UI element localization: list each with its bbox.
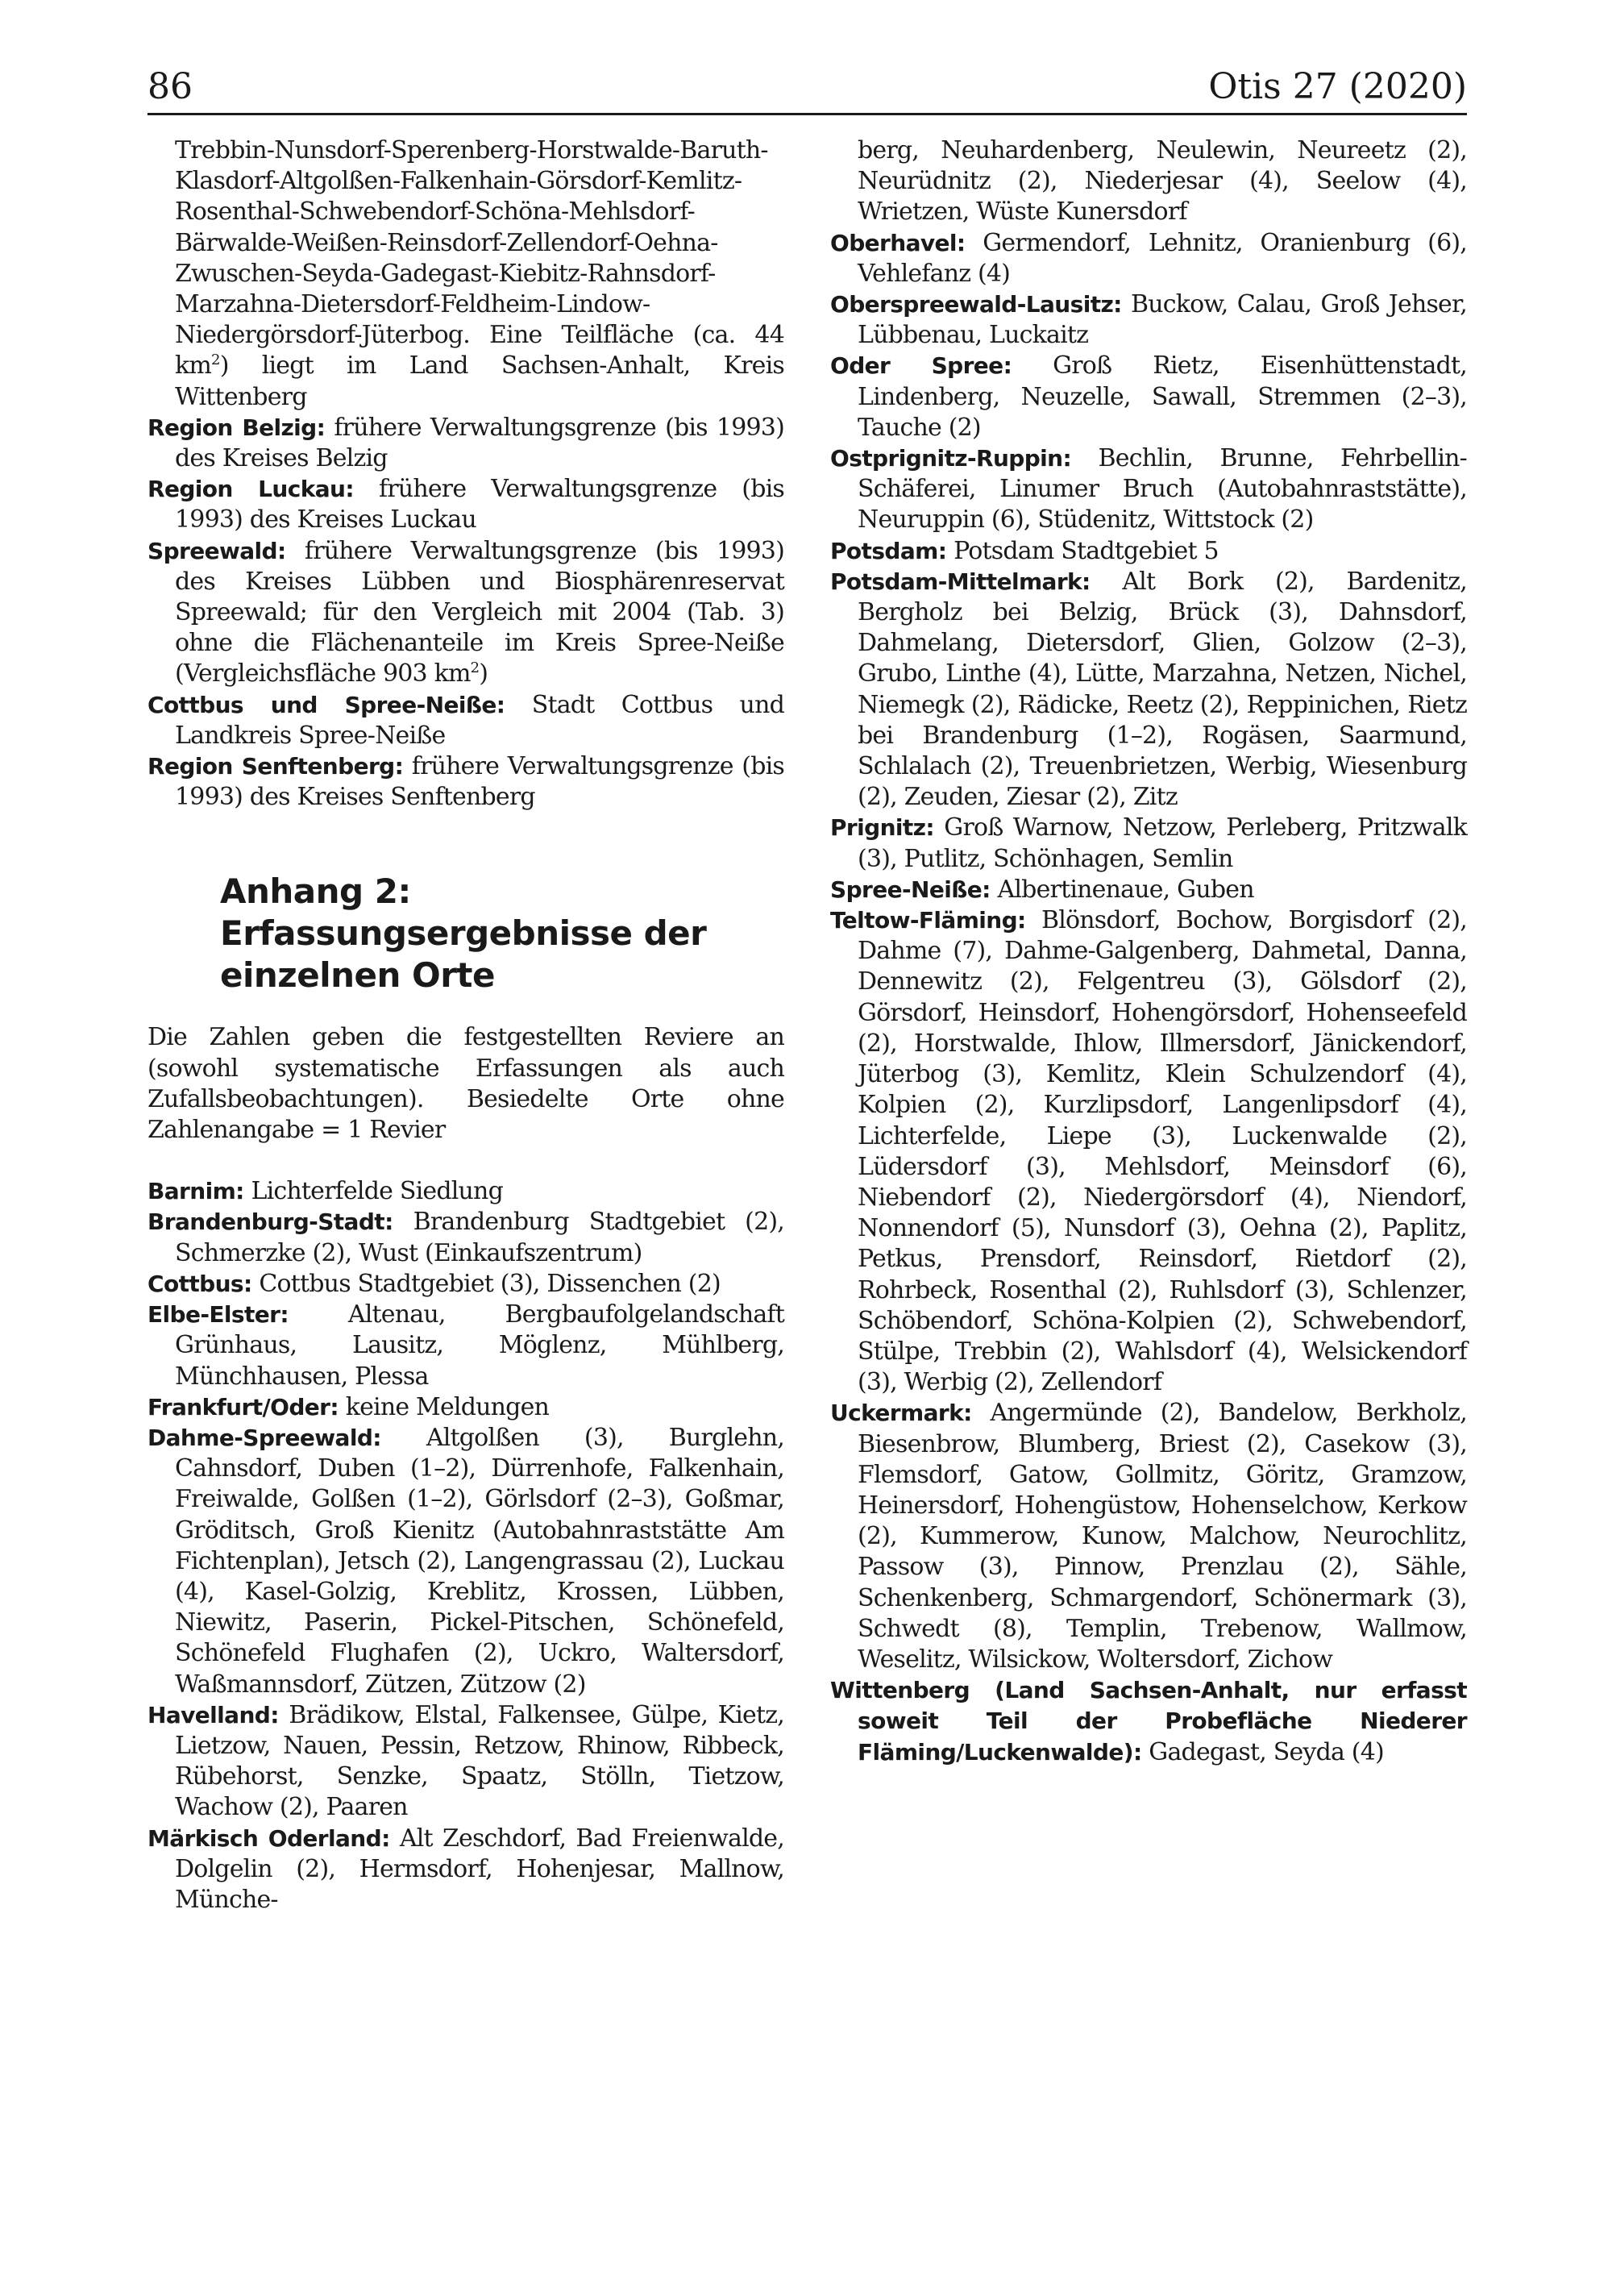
region-definition bbox=[147, 536, 784, 690]
district-text: Cottbus Stadtgebiet (3), Dissenchen (2) bbox=[251, 1269, 721, 1298]
district-text: Bechlin, Brunne, Fehrbellin-Schäferei, Linumer Bruch (Autobahnraststätte), Neuruppin (6), Stüdenitz, Wittstock (2) bbox=[858, 444, 1467, 534]
district-entry bbox=[830, 567, 1467, 813]
district-term: Uckermark: bbox=[830, 1400, 972, 1427]
continuation-paragraph bbox=[147, 135, 784, 413]
district-entry bbox=[147, 1700, 784, 1824]
district-entry bbox=[147, 1207, 784, 1268]
district-term: Dahme-Spreewald: bbox=[147, 1424, 381, 1451]
district-entry bbox=[830, 1675, 1467, 1768]
superscript: 2 bbox=[470, 659, 480, 677]
district-text: Lichterfelde Siedlung bbox=[243, 1177, 503, 1206]
district-text: keine Meldungen bbox=[338, 1392, 550, 1421]
district-entry bbox=[830, 905, 1467, 1398]
intro-paragraph: Die Zahlen geben die festgestellten Reviere an (sowohl systematische Erfassungen als auch Zufallsbeobachtungen). Besiedelte Orte ohne Zahlenangabe = 1 Revier bbox=[147, 1023, 784, 1145]
district-term: Oberhavel: bbox=[830, 229, 966, 256]
district-entry bbox=[147, 1423, 784, 1700]
region-text: Stadt Cottbus und Landkreis Spree-Neiße bbox=[175, 690, 784, 750]
superscript: 2 bbox=[211, 351, 220, 369]
district-term: Cottbus: bbox=[147, 1270, 252, 1297]
district-entry bbox=[147, 1269, 784, 1300]
district-text: Groß Rietz, Eisenhüttenstadt, Lindenberg, Neuzelle, Sawall, Stremmen (2–3), Tauche (2) bbox=[858, 351, 1467, 442]
district-term: Havelland: bbox=[147, 1701, 279, 1728]
district-term: Barnim: bbox=[147, 1178, 244, 1205]
district-term: Teltow-Fläming: bbox=[830, 907, 1026, 934]
region-definition bbox=[147, 413, 784, 474]
continuation-tail: ) liegt im Land Sachsen-Anhalt, Kreis Wittenberg bbox=[175, 351, 784, 411]
district-term: Ostprignitz-Ruppin: bbox=[830, 445, 1072, 472]
district-term: Frankfurt/Oder: bbox=[147, 1393, 339, 1420]
region-term: Region Luckau: bbox=[147, 476, 354, 503]
continuation-text: Trebbin-Nunsdorf-Sperenberg-Horstwalde-Baruth-Klasdorf-Altgolßen-Falkenhain-Görsdorf-Kemlitz-Rosenthal-Schwebendorf-Schöna-Mehlsdorf-Bärwalde-Weißen-Reinsdorf-Zellendorf-Oehna-Zwuschen-Seyda-Gadegast-Kiebitz-Rahnsdorf-Marzahna-Dietersdorf-Feldheim-Lindow-Niedergörsdorf-Jüterbog. Eine Teilfläche (ca. 44 km bbox=[175, 136, 784, 381]
district-text: Brandenburg Stadtgebiet (2), Schmerzke (2), Wust (Einkaufszentrum) bbox=[175, 1208, 784, 1267]
region-text: frühere Verwaltungsgrenze (bis 1993) des Kreises Senftenberg bbox=[175, 752, 785, 812]
continuation-paragraph: berg, Neuhardenberg, Neulewin, Neureetz (2), Neurüdnitz (2), Niederjesar (4), Seelow (4), Wrietzen, Wüste Kunersdorf bbox=[858, 136, 1467, 227]
district-term: Oberspreewald-Lausitz: bbox=[830, 291, 1122, 318]
district-text: Gadegast, Seyda (4) bbox=[1141, 1737, 1384, 1766]
district-entry bbox=[830, 1398, 1467, 1675]
district-text: Alt Bork (2), Bardenitz, Bergholz bei Belzig, Brück (3), Dahnsdorf, Dahmelang, Dietersdorf, Glien, Golzow (2–3), Grubo, Linthe (4), Lütte, Marzahna, Netzen, Nichel, Niemegk (2), Rädicke, Reetz (2), Reppinichen, Rietz bei Brandenburg (1–2), Rogäsen, Saarmund, Schlalach (2), Treuenbrietzen, Werbig, Wiesenburg (2), Zeuden, Ziesar (2), Zitz bbox=[858, 567, 1467, 812]
region-term: Spreewald: bbox=[147, 537, 286, 564]
district-text: Buckow, Calau, Groß Jehser, Lübbenau, Luckaitz bbox=[858, 290, 1467, 350]
district-term: Wittenberg (Land Sachsen-Anhalt, nur erfasst soweit Teil der Probefläche Niederer Fläming/Luckenwalde): bbox=[830, 1677, 1467, 1766]
region-term: Cottbus und Spree-Neiße: bbox=[147, 691, 505, 718]
district-term: Märkisch Oderland: bbox=[147, 1824, 390, 1852]
district-term: Brandenburg-Stadt: bbox=[147, 1208, 393, 1236]
district-entry bbox=[830, 351, 1467, 443]
region-term: Region Belzig: bbox=[147, 414, 326, 441]
district-entry bbox=[147, 1392, 784, 1423]
region-text: frühere Verwaltungsgrenze (bis 1993) des Kreises Lübben und Biosphärenreservat Spreewald; für den Vergleich mit 2004 (Tab. 3) ohne die Flächenanteile im Kreis Spree-Neiße (Vergleichsfläche 903 km bbox=[175, 536, 784, 688]
region-text: frühere Verwaltungsgrenze (bis 1993) des Kreises Luckau bbox=[175, 475, 784, 534]
district-entry bbox=[830, 228, 1467, 289]
district-term: Prignitz: bbox=[830, 814, 934, 842]
region-definition bbox=[147, 751, 784, 813]
region-text: frühere Verwaltungsgrenze (bis 1993) des Kreises Belzig bbox=[175, 413, 784, 473]
district-text: Potsdam Stadtgebiet 5 bbox=[946, 536, 1219, 565]
district-term: Oder Spree: bbox=[830, 352, 1012, 380]
district-entry bbox=[830, 536, 1467, 567]
region-text-tail: ) bbox=[479, 659, 488, 688]
district-text: Blönsdorf, Bochow, Borgisdorf (2), Dahme (7), Dahme-Galgenberg, Dahmetal, Danna, Dennewitz (2), Felgentreu (3), Gölsdorf (2), Görsdorf, Heinsdorf, Hohengörsdorf, Hohenseefeld (2), Horstwalde, Ihlow, Illmersdorf, Jänickendorf, Jüterbog (3), Kemlitz, Klein Schulzendorf (4), Kolpien (2), Kurzlipsdorf, Langenlipsdorf (4), Lichterfelde, Liepe (3), Luckenwalde (2), Lüdersdorf (3), Mehlsdorf, Meinsdorf (6), Niebendorf (2), Niedergörsdorf (4), Niendorf, Nonnendorf (5), Nunsdorf (3), Oehna (2), Paplitz, Petkus, Prensdorf, Reinsdorf, Rietdorf (2), Rohrbeck, Rosenthal (2), Ruhlsdorf (3), Schlenzer, Schöbendorf, Schöna-Kolpien (2), Schwebendorf, Stülpe, Trebbin (2), Wahlsdorf (4), Welsickendorf (3), Werbig (2), Zellendorf bbox=[858, 906, 1467, 1397]
district-text: Groß Warnow, Netzow, Perleberg, Pritzwalk (3), Putlitz, Schönhagen, Semlin bbox=[858, 813, 1467, 873]
region-definition bbox=[147, 690, 784, 751]
district-term: Spree-Neiße: bbox=[830, 876, 991, 903]
left-column bbox=[147, 135, 784, 1915]
district-term: Potsdam: bbox=[830, 537, 947, 564]
district-entry bbox=[147, 1300, 784, 1392]
right-column bbox=[830, 135, 1467, 1768]
district-text: Albertinenaue, Guben bbox=[990, 875, 1254, 904]
district-text: Altenau, Bergbaufolgelandschaft Grünhaus, Lausitz, Möglenz, Mühlberg, Münchhausen, Plessa bbox=[175, 1300, 784, 1391]
region-term: Region Senftenberg: bbox=[147, 753, 404, 780]
section-title: Anhang 2: Erfassungsergebnisse der einzelnen Orte bbox=[220, 871, 707, 996]
district-entry bbox=[830, 443, 1467, 536]
district-term: Elbe-Elster: bbox=[147, 1301, 289, 1329]
page-header bbox=[147, 64, 1467, 115]
district-entry bbox=[830, 875, 1467, 905]
district-text: Alt Zeschdorf, Bad Freienwalde, Dolgelin (2), Hermsdorf, Hohenjesar, Mallnow, Münche- bbox=[175, 1824, 784, 1914]
district-term: Potsdam-Mittelmark: bbox=[830, 568, 1091, 595]
journal-reference: Otis 27 (2020) bbox=[1208, 66, 1467, 107]
district-text: Altgolßen (3), Burglehn, Cahnsdorf, Duben (1–2), Dürrenhofe, Falkenhain, Freiwalde, Golßen (1–2), Görlsdorf (2–3), Goßmar, Gröditsch, Groß Kienitz (Autobahnraststätte Am Fichtenplan), Jetsch (2), Langengrassau (2), Luckau (4), Kasel-Golzig, Kreblitz, Krossen, Lübben, Niewitz, Paserin, Pickel-Pitschen, Schönefeld, Schönefeld Flughafen (2), Uckro, Waltersdorf, Waßmannsdorf, Zützen, Zützow (2) bbox=[175, 1423, 784, 1699]
district-text: Angermünde (2), Bandelow, Berkholz, Biesenbrow, Blumberg, Briest (2), Casekow (3), Flemsdorf, Gatow, Gollmitz, Göritz, Gramzow, Heinersdorf, Hohengüstow, Hohenselchow, Kerkow (2), Kummerow, Kunow, Malchow, Neurochlitz, Passow (3), Pinnow, Prenzlau (2), Sähle, Schenkenberg, Schmargendorf, Schönermark (3), Schwedt (8), Templin, Trebenow, Wallmow, Weselitz, Wilsickow, Woltersdorf, Zichow bbox=[858, 1399, 1467, 1674]
region-definition bbox=[147, 474, 784, 535]
district-entry bbox=[147, 1824, 784, 1916]
page-number: 86 bbox=[147, 66, 193, 107]
district-entry bbox=[830, 813, 1467, 874]
district-text: Germendorf, Lehnitz, Oranienburg (6), Vehlefanz (4) bbox=[858, 228, 1467, 288]
district-entry bbox=[830, 289, 1467, 351]
district-entry bbox=[147, 1176, 784, 1207]
district-text: Brädikow, Elstal, Falkensee, Gülpe, Kietz, Lietzow, Nauen, Pessin, Retzow, Rhinow, Ribbeck, Rübehorst, Senzke, Spaatz, Stölln, Tietzow, Wachow (2), Paaren bbox=[175, 1700, 784, 1822]
